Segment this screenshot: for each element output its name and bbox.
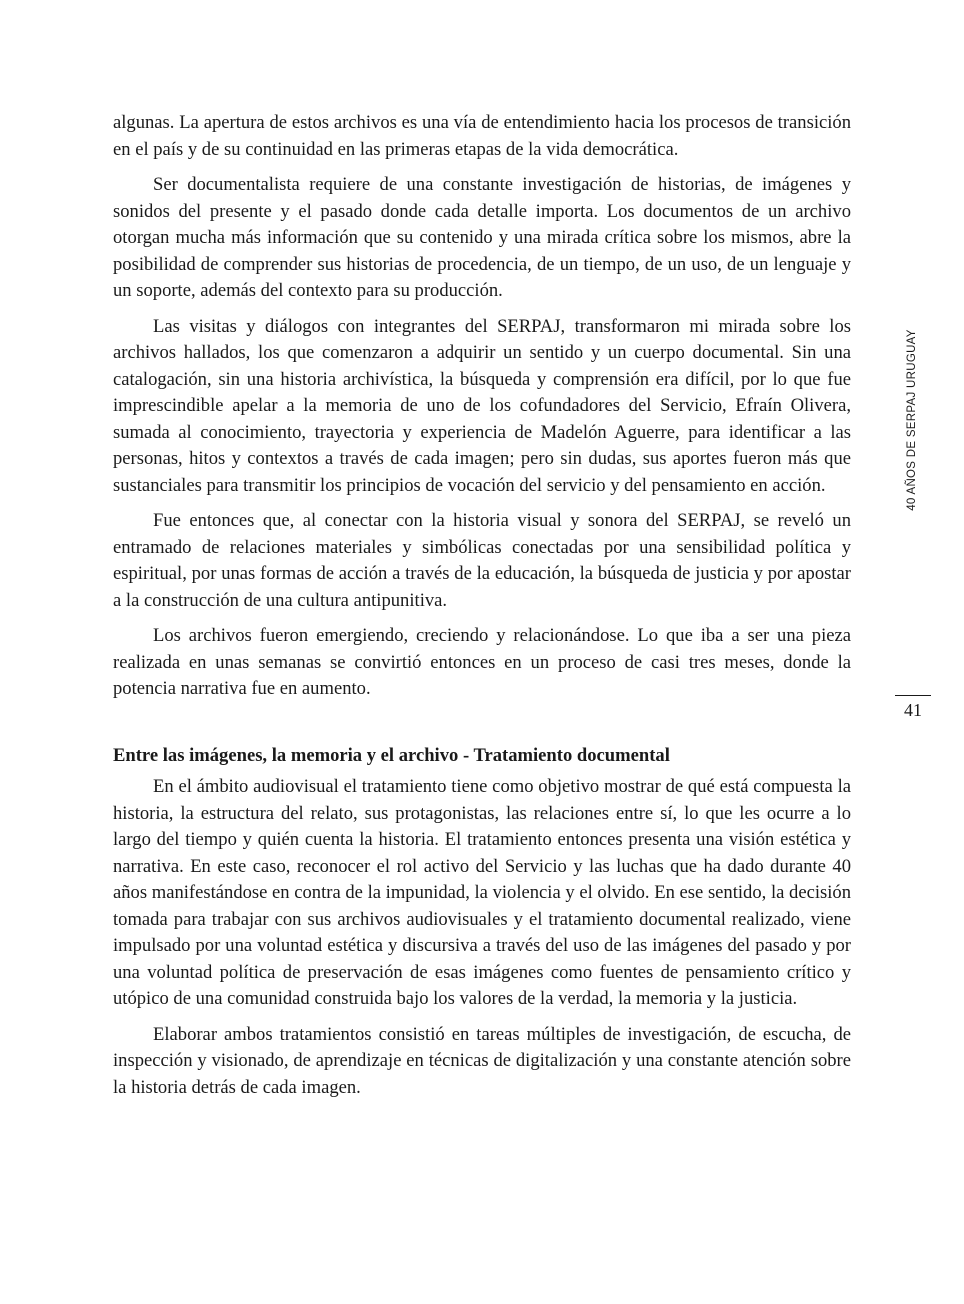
- paragraph-visitas: Las visitas y diálogos con integrantes del SERPAJ, transformaron mi mirada sobre los archivos hallados, los que comenzaron a adquirir un sentido y un cuerpo documental. Sin una catalogación, sin una historia archivística, la búsqueda y comprensión era difícil, por lo que fue imprescindible apelar a la memoria de uno de los cofundadores del Servicio, Efraín Olivera, sumada al conocimiento, trayectoria y experiencia de Madelón Aguerre, para identificar a las personas, hitos y contextos a través de cada imagen; pero sin dudas, sus aportes fueron más que sustanciales para transmitir los principios de vocación del servicio y del pensamiento en acción.: [113, 315, 851, 496]
- page-number: 41: [904, 700, 922, 720]
- body-text: [113, 110, 851, 1110]
- section-heading: Entre las imágenes, la memoria y el archivo - Tratamiento documental: [113, 744, 670, 766]
- paragraph-continuation: algunas. La apertura de estos archivos es una vía de entendimiento hacia los procesos de transición en el país y de su continuidad en las primeras etapas de la vida democrática.: [113, 112, 851, 160]
- paragraph-archivos: Los archivos fueron emergiendo, creciendo y relacionándose. Lo que iba a ser una pieza realizada en unas semanas se convirtió entonces en un proceso de casi tres meses, donde la potencia narrativa fue en aumento.: [113, 625, 851, 699]
- page-number-rule: [895, 695, 931, 696]
- paragraph-serpaj: Fue entonces que, al conectar con la historia visual y sonora del SERPAJ, se reveló un entramado de relaciones materiales y simbólicas conectadas por una sensibilidad política y espiritual, por unas formas de acción a través de la educación, la búsqueda de justicia y por apostar a la construcción de una cultura antipunitiva.: [113, 510, 851, 611]
- paragraph-documentalista: Ser documentalista requiere de una constante investigación de historias, de imágenes y sonidos del presente y el pasado donde cada detalle importa. Los documentos de un archivo otorgan mucha más información que su contenido y una mirada crítica sobre los mismos, abre la posibilidad de comprender sus historias de procedencia, de un tiempo, de un uso, de un lenguaje y un soporte, además del contexto para su producción.: [113, 174, 851, 301]
- running-header: [897, 320, 927, 520]
- running-header-title: 40 AÑOS DE SERPAJ URUGUAY: [906, 329, 919, 511]
- paragraph-tratamiento: En el ámbito audiovisual el tratamiento tiene como objetivo mostrar de qué está compuesta la historia, la estructura del relato, sus protagonistas, las relaciones entre sí, lo que les ocurre a lo largo del tiempo y quién cuenta la historia. El tratamiento entonces presenta una visión estética y narrativa. En este caso, reconocer el rol activo del Servicio y las luchas que ha dado durante 40 años manifestándose en contra de la impunidad, la violencia y el olvido. En ese sentido, la decisión tomada para trabajar con sus archivos audiovisuales y el tratamiento documental realizado, viene impulsado por una voluntad estética y discursiva a través del uso de las imágenes del pasado y por una voluntad política de preservación de esas imágenes como fuentes de pensamiento crítico y utópico de una comunidad construida bajo los valores de la verdad, la memoria y la justicia.: [113, 776, 851, 1009]
- paragraph-elaborar: Elaborar ambos tratamientos consistió en tareas múltiples de investigación, de escucha, de inspección y visionado, de aprendizaje en técnicas de digitalización y una constante atención sobre la historia detrás de cada imagen.: [113, 1023, 851, 1098]
